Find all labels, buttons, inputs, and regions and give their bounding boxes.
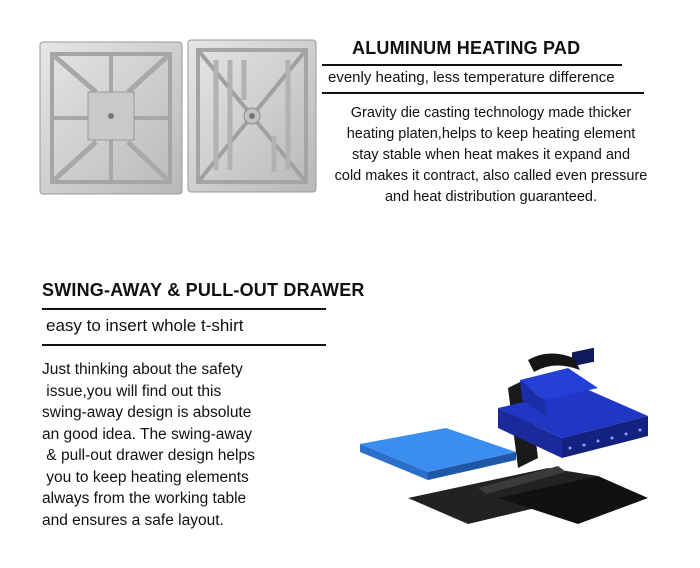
text-line: & pull-out drawer design helps (42, 447, 255, 464)
swing-description (42, 359, 342, 531)
text-line: issue,you will find out this (42, 382, 222, 400)
lower-platen (360, 428, 516, 480)
text-line: always from the working table (42, 490, 247, 507)
swing-heading: SWING-AWAY & PULL-OUT DRAWER (42, 280, 365, 300)
subtitle-divider (322, 92, 644, 94)
aluminum-heading: ALUMINUM HEATING PAD (352, 38, 581, 58)
plate-front (40, 42, 182, 194)
text-line: cold makes it contract, also called even pressure (334, 168, 648, 184)
subtitle-divider (42, 344, 326, 346)
text-line: you to keep heating elements (42, 468, 249, 486)
heading-divider (42, 308, 326, 310)
text-line: Just thinking about the safety (42, 361, 243, 378)
aluminum-subtitle: evenly heating, less temperature difference (328, 69, 615, 86)
text-line: heating platen,helps to keep heating element (346, 126, 636, 142)
aluminum-plates-image (38, 36, 320, 198)
heading-divider (322, 64, 622, 66)
text-line: swing-away design is absolute (42, 404, 252, 421)
text-line: stay stable when heat makes it expand and (351, 147, 631, 163)
swing-subtitle: easy to insert whole t-shirt (46, 316, 244, 335)
heat-press-machine-image (348, 348, 668, 544)
plate-back (188, 40, 316, 192)
text-line: and heat distribution guaranteed. (384, 189, 598, 205)
text-line: Gravity die casting technology made thicker (350, 105, 632, 121)
text-line: and ensures a safe layout. (42, 511, 224, 529)
aluminum-description (316, 103, 666, 208)
text-line: an good idea. The swing-away (42, 425, 252, 443)
